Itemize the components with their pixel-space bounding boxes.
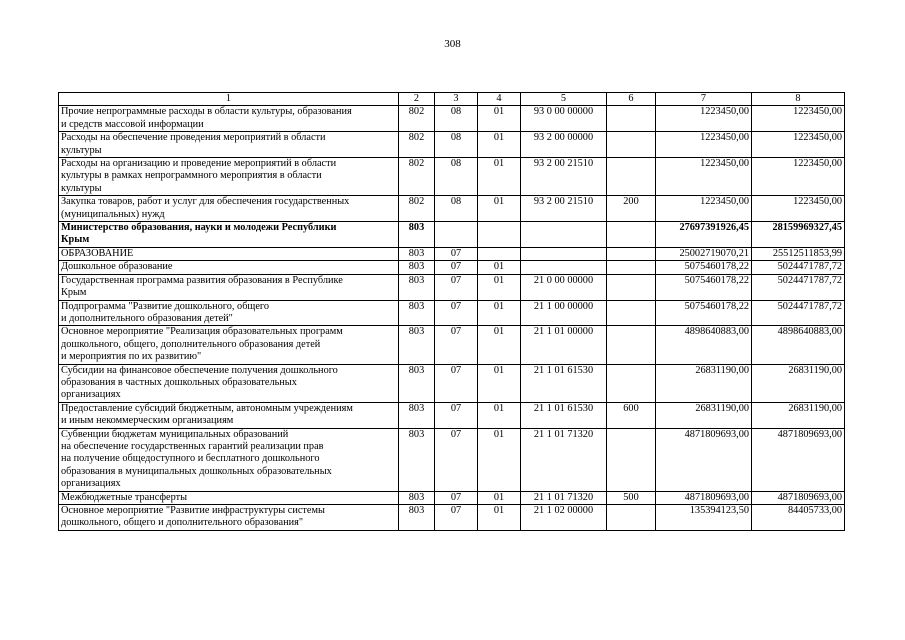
table-row xyxy=(59,428,845,491)
header-col-8: 8 xyxy=(752,93,845,106)
cell-section: 07 xyxy=(435,364,478,402)
cell-section: 08 xyxy=(435,196,478,222)
header-col-5: 5 xyxy=(521,93,607,106)
table-row xyxy=(59,261,845,274)
cell-amount-year-2: 28159969327,45 xyxy=(752,222,845,248)
cell-name: Подпрограмма "Развитие дошкольного, общего и дополнительного образования детей" xyxy=(59,300,399,326)
cell-amount-year-1: 4871809693,00 xyxy=(656,428,752,491)
cell-name: Основное мероприятие "Развитие инфраструктуры системы дошкольного, общего и дополнительного образования" xyxy=(59,505,399,531)
cell-expense-type xyxy=(607,132,656,158)
cell-amount-year-2: 26831190,00 xyxy=(752,402,845,428)
cell-expense-type xyxy=(607,247,656,260)
cell-subsection: 01 xyxy=(478,132,521,158)
cell-subsection: 01 xyxy=(478,364,521,402)
cell-amount-year-1: 26831190,00 xyxy=(656,364,752,402)
cell-section: 07 xyxy=(435,261,478,274)
cell-section: 07 xyxy=(435,491,478,504)
budget-table xyxy=(58,92,845,531)
table-row xyxy=(59,364,845,402)
cell-ministry-code: 803 xyxy=(399,261,435,274)
cell-expense-type xyxy=(607,505,656,531)
cell-name: Основное мероприятие "Реализация образовательных программ дошкольного, общего, дополнительного образования детей и мероприятия по их развитию" xyxy=(59,326,399,364)
cell-amount-year-1: 27697391926,45 xyxy=(656,222,752,248)
cell-subsection xyxy=(478,247,521,260)
cell-target-item xyxy=(521,247,607,260)
table-row xyxy=(59,300,845,326)
cell-expense-type xyxy=(607,428,656,491)
cell-expense-type: 600 xyxy=(607,402,656,428)
cell-name: Субсидии на финансовое обеспечение получения дошкольного образования в частных дошкольных образовательных организациях xyxy=(59,364,399,402)
header-col-7: 7 xyxy=(656,93,752,106)
cell-amount-year-1: 4898640883,00 xyxy=(656,326,752,364)
cell-target-item: 93 2 00 21510 xyxy=(521,158,607,196)
cell-subsection: 01 xyxy=(478,402,521,428)
cell-expense-type: 500 xyxy=(607,491,656,504)
cell-section: 08 xyxy=(435,158,478,196)
cell-ministry-code: 802 xyxy=(399,196,435,222)
cell-subsection: 01 xyxy=(478,491,521,504)
cell-amount-year-2: 5024471787,72 xyxy=(752,300,845,326)
cell-amount-year-1: 5075460178,22 xyxy=(656,300,752,326)
cell-amount-year-1: 1223450,00 xyxy=(656,196,752,222)
cell-amount-year-2: 4871809693,00 xyxy=(752,428,845,491)
cell-name: Закупка товаров, работ и услуг для обеспечения государственных (муниципальных) нужд xyxy=(59,196,399,222)
cell-target-item: 21 1 01 61530 xyxy=(521,364,607,402)
cell-expense-type xyxy=(607,222,656,248)
cell-name: Субвенции бюджетам муниципальных образований на обеспечение государственных гарантий реализации прав на получение общедоступного и бесплатного дошкольного образования в муниципальных дошкольных образовательных организациях xyxy=(59,428,399,491)
table-row xyxy=(59,158,845,196)
cell-name: Дошкольное образование xyxy=(59,261,399,274)
header-col-3: 3 xyxy=(435,93,478,106)
table-row xyxy=(59,326,845,364)
cell-expense-type xyxy=(607,106,656,132)
cell-name: Расходы на организацию и проведение мероприятий в области культуры в рамках непрограммного мероприятия в области культуры xyxy=(59,158,399,196)
cell-target-item: 21 1 01 71320 xyxy=(521,491,607,504)
table-row xyxy=(59,106,845,132)
cell-section: 07 xyxy=(435,402,478,428)
cell-ministry-code: 803 xyxy=(399,491,435,504)
page-number: 308 xyxy=(444,38,461,50)
cell-amount-year-1: 1223450,00 xyxy=(656,106,752,132)
cell-section: 07 xyxy=(435,247,478,260)
header-row xyxy=(59,93,845,106)
cell-expense-type xyxy=(607,261,656,274)
cell-amount-year-1: 4871809693,00 xyxy=(656,491,752,504)
cell-amount-year-1: 5075460178,22 xyxy=(656,261,752,274)
cell-amount-year-2: 84405733,00 xyxy=(752,505,845,531)
table-row xyxy=(59,402,845,428)
cell-ministry-code: 802 xyxy=(399,106,435,132)
cell-amount-year-2: 1223450,00 xyxy=(752,158,845,196)
cell-amount-year-2: 26831190,00 xyxy=(752,364,845,402)
cell-section xyxy=(435,222,478,248)
cell-name: ОБРАЗОВАНИЕ xyxy=(59,247,399,260)
cell-section: 07 xyxy=(435,300,478,326)
cell-ministry-code: 802 xyxy=(399,158,435,196)
cell-amount-year-1: 1223450,00 xyxy=(656,158,752,196)
cell-name: Государственная программа развития образования в Республике Крым xyxy=(59,274,399,300)
cell-target-item xyxy=(521,261,607,274)
cell-amount-year-2: 4898640883,00 xyxy=(752,326,845,364)
cell-target-item: 21 0 00 00000 xyxy=(521,274,607,300)
cell-amount-year-2: 4871809693,00 xyxy=(752,491,845,504)
cell-expense-type xyxy=(607,274,656,300)
cell-expense-type xyxy=(607,158,656,196)
table-row xyxy=(59,491,845,504)
cell-ministry-code: 803 xyxy=(399,247,435,260)
cell-target-item xyxy=(521,222,607,248)
cell-section: 07 xyxy=(435,428,478,491)
cell-target-item: 93 2 00 00000 xyxy=(521,132,607,158)
cell-amount-year-1: 5075460178,22 xyxy=(656,274,752,300)
cell-amount-year-2: 1223450,00 xyxy=(752,196,845,222)
cell-target-item: 93 0 00 00000 xyxy=(521,106,607,132)
cell-subsection: 01 xyxy=(478,106,521,132)
cell-amount-year-2: 1223450,00 xyxy=(752,106,845,132)
cell-section: 07 xyxy=(435,274,478,300)
cell-expense-type xyxy=(607,326,656,364)
cell-ministry-code: 803 xyxy=(399,326,435,364)
cell-subsection: 01 xyxy=(478,158,521,196)
header-col-4: 4 xyxy=(478,93,521,106)
cell-ministry-code: 803 xyxy=(399,402,435,428)
cell-subsection: 01 xyxy=(478,196,521,222)
cell-subsection xyxy=(478,222,521,248)
cell-amount-year-1: 26831190,00 xyxy=(656,402,752,428)
cell-subsection: 01 xyxy=(478,326,521,364)
cell-subsection: 01 xyxy=(478,428,521,491)
cell-target-item: 21 1 01 71320 xyxy=(521,428,607,491)
cell-expense-type xyxy=(607,364,656,402)
table-row xyxy=(59,274,845,300)
cell-subsection: 01 xyxy=(478,274,521,300)
cell-section: 08 xyxy=(435,106,478,132)
cell-section: 07 xyxy=(435,505,478,531)
table-row xyxy=(59,222,845,248)
cell-amount-year-2: 25512511853,99 xyxy=(752,247,845,260)
cell-name: Предоставление субсидий бюджетным, автономным учреждениям и иным некоммерческим организациям xyxy=(59,402,399,428)
cell-expense-type: 200 xyxy=(607,196,656,222)
cell-expense-type xyxy=(607,300,656,326)
cell-ministry-code: 803 xyxy=(399,428,435,491)
cell-target-item: 21 1 01 00000 xyxy=(521,326,607,364)
cell-amount-year-2: 5024471787,72 xyxy=(752,274,845,300)
cell-ministry-code: 802 xyxy=(399,132,435,158)
cell-amount-year-1: 1223450,00 xyxy=(656,132,752,158)
cell-name: Министерство образования, науки и молодежи Республики Крым xyxy=(59,222,399,248)
header-col-1: 1 xyxy=(59,93,399,106)
cell-subsection: 01 xyxy=(478,261,521,274)
header-col-2: 2 xyxy=(399,93,435,106)
cell-target-item: 21 1 01 61530 xyxy=(521,402,607,428)
cell-amount-year-2: 1223450,00 xyxy=(752,132,845,158)
cell-ministry-code: 803 xyxy=(399,300,435,326)
cell-subsection: 01 xyxy=(478,505,521,531)
cell-amount-year-1: 135394123,50 xyxy=(656,505,752,531)
cell-ministry-code: 803 xyxy=(399,222,435,248)
cell-target-item: 21 1 02 00000 xyxy=(521,505,607,531)
cell-name: Прочие непрограммные расходы в области культуры, образования и средств массовой информации xyxy=(59,106,399,132)
table-row xyxy=(59,247,845,260)
cell-target-item: 93 2 00 21510 xyxy=(521,196,607,222)
table-row xyxy=(59,132,845,158)
cell-ministry-code: 803 xyxy=(399,274,435,300)
cell-name: Межбюджетные трансферты xyxy=(59,491,399,504)
cell-target-item: 21 1 00 00000 xyxy=(521,300,607,326)
cell-amount-year-2: 5024471787,72 xyxy=(752,261,845,274)
cell-section: 07 xyxy=(435,326,478,364)
table-row xyxy=(59,505,845,531)
cell-name: Расходы на обеспечение проведения мероприятий в области культуры xyxy=(59,132,399,158)
cell-subsection: 01 xyxy=(478,300,521,326)
cell-amount-year-1: 25002719070,21 xyxy=(656,247,752,260)
cell-section: 08 xyxy=(435,132,478,158)
table-row xyxy=(59,196,845,222)
header-col-6: 6 xyxy=(607,93,656,106)
cell-ministry-code: 803 xyxy=(399,505,435,531)
cell-ministry-code: 803 xyxy=(399,364,435,402)
